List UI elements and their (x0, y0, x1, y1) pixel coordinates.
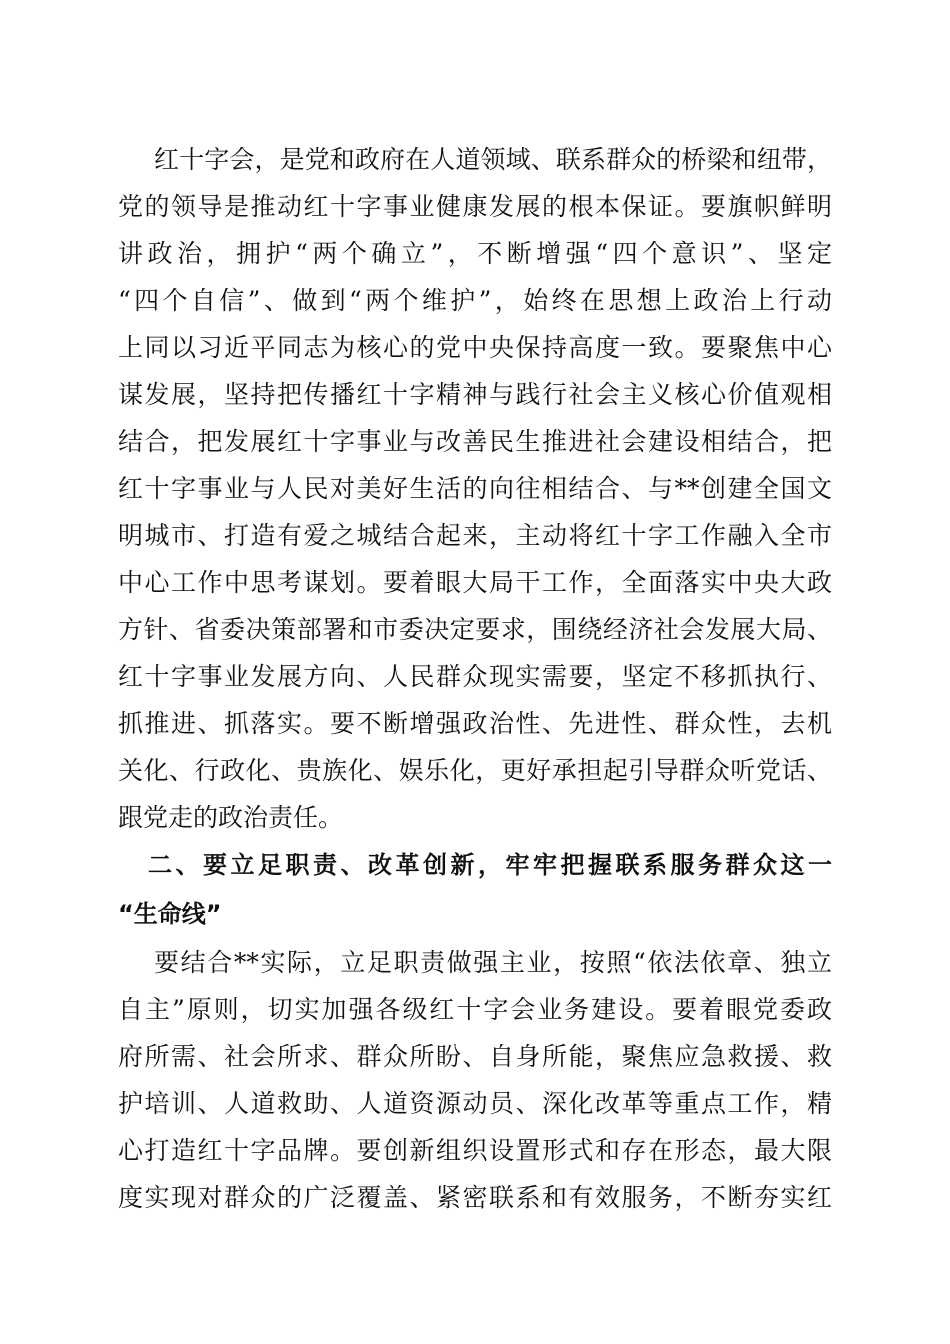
text-line: 抓推进、抓落实。要不断增强政治性、先进性、群众性，去机 (118, 709, 832, 738)
paragraph-serve-masses (118, 939, 832, 1221)
text-line: 党的领导是推动红十字事业健康发展的根本保证。要旗帜鲜明 (118, 192, 832, 221)
paragraph-party-leadership (118, 136, 832, 841)
heading-line: 二、要立足职责、改革创新，牢牢把握联系服务群众这一 (148, 851, 832, 879)
text-line: 要结合**实际，立足职责做强主业，按照“依法依章、独立 (154, 948, 832, 977)
text-line: 方针、省委决策部署和市委决定要求，围绕经济社会发展大局、 (118, 615, 832, 644)
text-line: 护培训、人道救助、人道资源动员、深化改革等重点工作，精 (118, 1089, 832, 1118)
text-line: 谋发展，坚持把传播红十字精神与践行社会主义核心价值观相 (118, 380, 832, 409)
text-line: 结合，把发展红十字事业与改善民生推进社会建设相结合，把 (118, 427, 832, 456)
text-line: 跟党走的政治责任。 (118, 803, 344, 832)
heading-line: “生命线” (118, 900, 222, 928)
text-line: 红十字事业与人民对美好生活的向往相结合、与**创建全国文 (118, 474, 832, 503)
text-line: 红十字会，是党和政府在人道领域、联系群众的桥梁和纽带， (154, 145, 832, 174)
text-line: 明城市、打造有爱之城结合起来，主动将红十字工作融入全市 (118, 521, 832, 550)
text-line: 讲政治，拥护“两个确立”，不断增强“四个意识”、坚定 (118, 239, 833, 268)
text-line: 红十字事业发展方向、人民群众现实需要，坚定不移抓执行、 (118, 662, 832, 691)
text-line: 关化、行政化、贵族化、娱乐化，更好承担起引导群众听党话、 (118, 756, 832, 785)
text-line: 心打造红十字品牌。要创新组织设置形式和存在形态，最大限 (118, 1136, 832, 1165)
section-heading (118, 841, 832, 939)
text-line: 上同以习近平同志为核心的党中央保持高度一致。要聚焦中心 (118, 333, 832, 362)
text-line: 中心工作中思考谋划。要着眼大局干工作，全面落实中央大政 (118, 568, 832, 597)
text-line: 度实现对群众的广泛覆盖、紧密联系和有效服务，不断夯实红 (118, 1183, 832, 1212)
text-line: 府所需、社会所求、群众所盼、自身所能，聚焦应急救援、救 (118, 1042, 832, 1071)
text-line: 自主”原则，切实加强各级红十字会业务建设。要着眼党委政 (118, 995, 832, 1024)
document-body (118, 136, 832, 1221)
text-line: “四个自信”、做到“两个维护”，始终在思想上政治上行动 (118, 286, 832, 315)
